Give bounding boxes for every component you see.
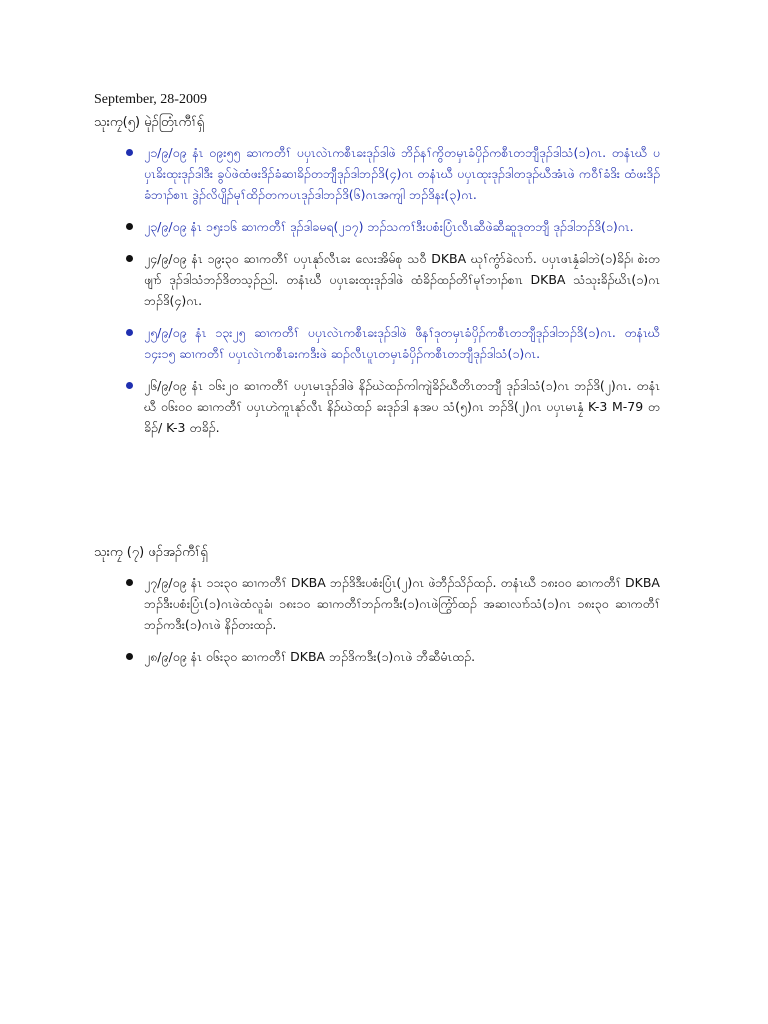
bullet-icon (126, 653, 133, 660)
list-item (124, 375, 660, 438)
section-list (124, 142, 660, 449)
section-list (124, 572, 660, 678)
list-item (124, 142, 660, 205)
bullet-icon (126, 329, 133, 336)
list-item (124, 322, 660, 364)
list-item (124, 248, 660, 311)
section-heading: သုးကၠ(၅) မုဲၣ်တြံၤကီၢ်ရှ် (94, 115, 205, 130)
bullet-icon (126, 579, 133, 586)
bullet-icon (126, 149, 133, 156)
section-heading: သုးကၠ (၇) ဖၣ်အၣ်ကီၢ်ရှ် (94, 545, 208, 560)
list-item-text: ၂၃/၉/၀၉ နံၤ ၁၅း၁၆ ဆၢကတီၢ် ဒုၣ်ဒါခမရ(၂၁၇) ဘၣ်သကၢ်ဒီးပစံးပြံၤလီၤဆီဖဲဆီဆူဒုတဘျီ ဒုၣ်ဒါဘၣ်ဒိ(၁)ဂၤ. (144, 219, 634, 234)
list-item (124, 216, 660, 237)
list-item-text: ၂၆/၉/၀၉ နံၤ ၁၆း၂၀ ဆၢကတီၢ် ပပှၤမၤဒုၣ်ဒါဖဲ နိၣ်ဃဲထၣ်ကါကျဲခိၣ်ဃီတိၤတဘျီ ဒုၣ်ဒါသံ(၁)ဂၤ ဘၣ်ဒိ(၂)ဂၤ. တနံၤဃီ ၀၆း၀၀ ဆၢကတီၢ် ပပှၤဟဲကူၤနုာ်လီၤ နိၣ်ဃဲထၣ် ခးဒုၣ်ဒါ နအပ သံ(၅)ဂၤ ဘၣ်ဒိ(၂)ဂၤ ပပှၤမၤနၠံ K-3 M-79 တခိၣ်/ K-3 တခိၣ်. (144, 378, 660, 435)
bullet-icon (126, 382, 133, 389)
list-item-text: ၂၄/၉/၀၉ နံၤ ၁၉း၃၀ ဆၢကတီၢ် ပပှၤနုာ်လီၤခး လေးအိမ်စု သဝီ DKBA ဃုၢ်ကွံာ်ခဲလၢာ်. ပပှၤဖၤနၠံခါဘဲ(၁)ခိၣ်၊ စဲးတဖျၢာ် ဒုၣ်ဒါသံဘၣ်ဒိတသ့ၣ်ညါ. တနံၤဃီ ပပှၤခးထုးဒုၣ်ဒါဖဲ ထံခိၣ်ထၣ်တိၢ်မုၢ်ဘၢၣ်စၢၤ DKBA သံသုးခိၣ်ဃိၤ(၁)ဂၤ ဘၣ်ဒိ(၄)ဂၤ. (144, 251, 660, 308)
bullet-icon (126, 223, 133, 230)
list-item (124, 572, 660, 635)
bullet-icon (126, 255, 133, 262)
list-item (124, 646, 660, 667)
list-item-text: ၂၈/၉/၀၉ နံၤ ၀၆း၃၀ ဆၢကတီၢ် DKBA ဘၣ်ဒိကဒီး(၁)ဂၤဖဲ ဘီဆီမံၤထၣ်. (144, 649, 476, 664)
list-item-text: ၂၅/၉/၀၉ နံၤ ၁၃း၂၅ ဆၢကတီၢ် ပပှၤလဲၤကစီၤခးဒုၣ်ဒါဖဲ ဖီနၢ်ဒုတမှၤခံပှိၣ်ကစီၤတဘျီဒုၣ်ဒါဘၣ်ဒိ(၁)ဂၤ. တနံၤဃီ ၁၄း၁၅ ဆၢကတီၢ် ပပှၤလဲၤကစီၤခးကဒီးဖဲ ဆၣ်လီၤပူၤတမှၤခံပှိၣ်ကစီၤတဘျီဒုၣ်ဒါသံ(၁)ဂၤ. (144, 325, 660, 361)
list-item-text: ၂၁/၉/၀၉ နံၤ ၀၉း၅၅ ဆၢကတီၢ် ပပှၤလဲၤကစီၤခးဒုၣ်ဒါဖဲ ဘိၣ်နၢ်ကွိတမှၤခံပှိၣ်ကစီၤတဘျီဒုၣ်ဒါသံ(၁)ဂၤ. တနံၤဃီ ပပှၤခိးထုးဒုၣ်ဒါဒီး ခွပ်ဖဲထံဖးဒိၣ်ခံဆၢခိၣ်တဘျီဒုၣ်ဒါဘၣ်ဒိ(၄)ဂၤ တနံၤဃီ ပပှၤထုးဒုၣ်ဒါတဒုၣ်ဃီအံၤဖဲ ကဝီၢ်ခံဒိး ထံဖးဒိၣ်ခံဘၢၣ်စၢၤ ဒွဲၣ်လိပျိၣ်မုၢ်ထိၣ်တကပၤဒုၣ်ဒါဘၣ်ဒိ(၆)ဂၤအကျါ ဘၣ်ဒိနး(၃)ဂၤ. (144, 145, 660, 202)
list-item-text: ၂၇/၉/၀၉ နံၤ ၁၁း၃၀ ဆၢကတီၢ် DKBA ဘၣ်ဒိဒီးပစံးပြံၤ(၂)ဂၤ ဖဲဘီၣ်သိၣ်ထၣ်. တနံၤဃီ ၁၈း၀၀ ဆၢကတီၢ် DKBA ဘၣ်ဒီးပစံးပြံၤ(၁)ဂၤဖဲထံလူခံ၊ ၁၈း၁၀ ဆၢကတီၢ်ဘၣ်ကဒီး(၁)ဂၤဖဲကြွံာ်ထၣ် အဆၢလၢာ်သံ(၁)ဂၤ ၁၈း၃၀ ဆၢကတီၢ်ဘၣ်ကဒီး(၁)ဂၤဖဲ နိၣ်တးထၣ်. (144, 575, 660, 632)
report-date: September, 28-2009 (94, 92, 207, 107)
